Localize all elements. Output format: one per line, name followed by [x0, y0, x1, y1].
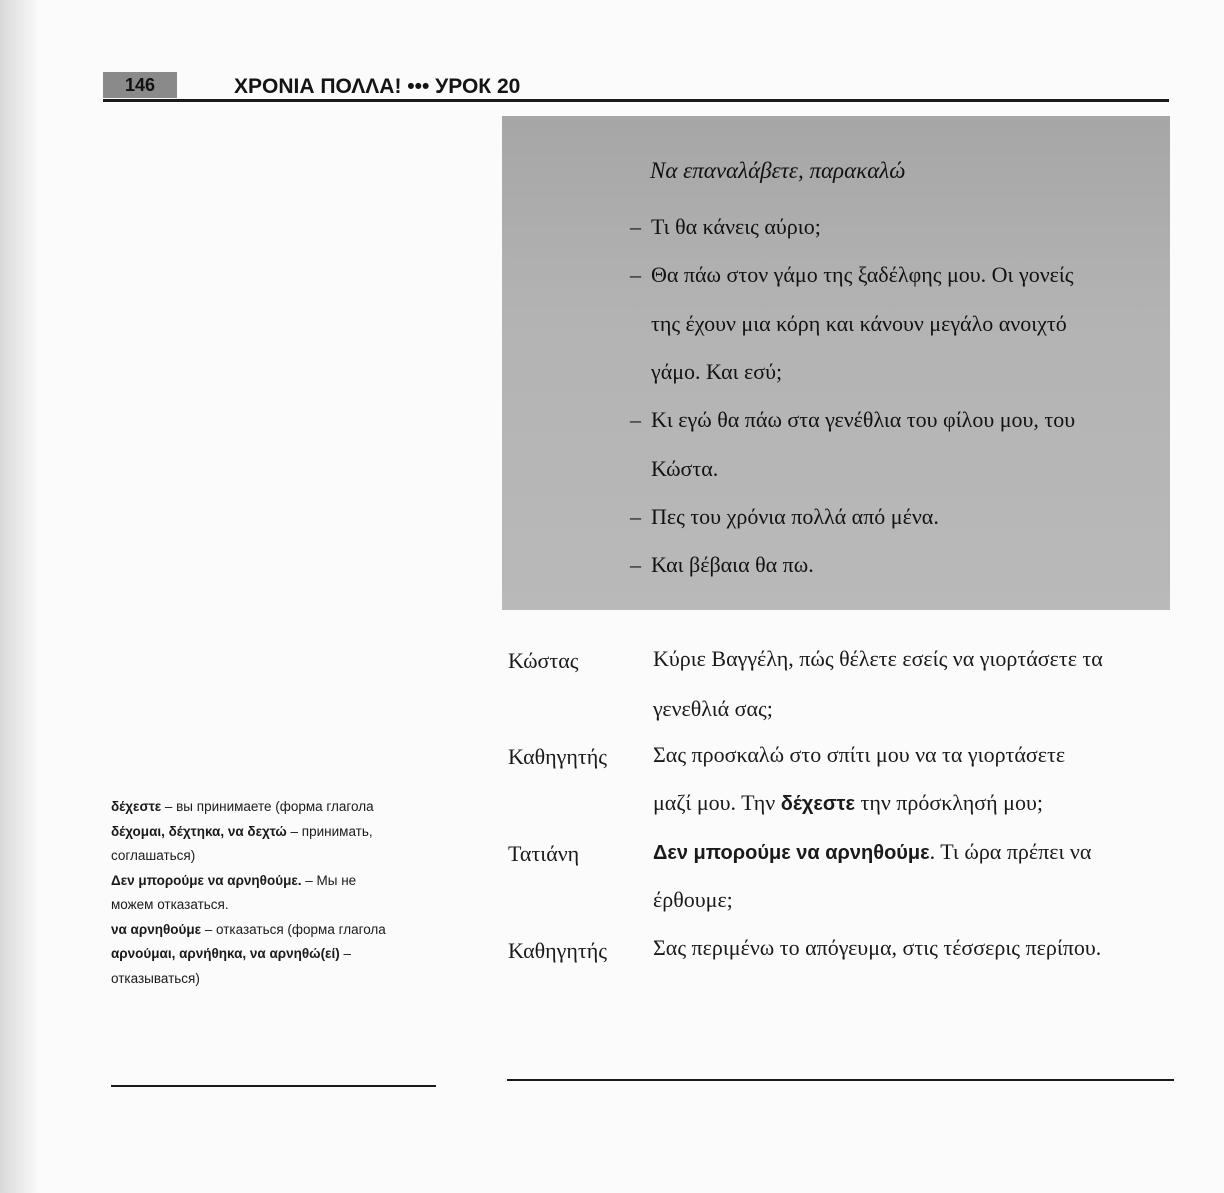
header-rule: [103, 99, 1169, 102]
speaker-name: Καθηγητής: [508, 938, 607, 963]
speaker-name: Κώστας: [508, 648, 579, 673]
dialogue-dash: –: [630, 262, 641, 287]
dialogue-dash: –: [630, 552, 641, 577]
dialogue-dash: –: [630, 214, 641, 239]
text-end-rule: [507, 1079, 1174, 1081]
dialogue-dash: –: [630, 504, 641, 529]
gloss-line: αρνούμαι, αρνήθηκα, να αρνηθώ(εί) –: [111, 946, 351, 961]
box-line: γάμο. Και εσύ;: [651, 359, 783, 384]
speech-line: μαζί μου. Την δέχεστε την πρόσκλησή μου;: [653, 790, 1043, 815]
speech-line: έρθουμε;: [653, 887, 733, 912]
gloss-line: отказываться): [111, 970, 200, 986]
gloss-line: Δεν μπορούμε να αρνηθούμε. – Мы не: [111, 872, 357, 888]
gloss-line: δέχομαι, δέχτηκα, να δεχτώ – принимать,: [111, 823, 373, 839]
box-line: Και βέβαια θα πω.: [651, 552, 814, 577]
gloss-line: можем отказаться.: [111, 897, 229, 912]
speech-line: Κύριε Βαγγέλη, πώς θέλετε εσείς να γιορτάσετε τα: [653, 646, 1103, 671]
vocabulary-gloss: [111, 795, 451, 991]
gloss-line: δέχεστε – вы принимаете (форма глагола: [111, 799, 374, 814]
speech-line: Σας περιμένω το απόγευμα, στις τέσσερις περίπου.: [653, 935, 1102, 960]
box-line: Τι θα κάνεις αύριο;: [651, 214, 821, 239]
box-line: Θα πάω στον γάμο της ξαδέλφης μου. Οι γονείς: [651, 262, 1074, 287]
repeat-box: [502, 116, 1170, 610]
page-number: 146: [103, 72, 177, 98]
speech-line: Σας προσκαλώ στο σπίτι μου να τα γιορτάσετε: [653, 742, 1066, 767]
page-edge-shadow: [0, 0, 40, 1193]
box-line: Πες του χρόνια πολλά από μένα.: [651, 504, 939, 529]
box-line: Κώστα.: [651, 456, 719, 481]
box-line: Κι εγώ θα πάω στα γενέθλια του φίλου μου, του: [651, 407, 1076, 432]
dialogue-dash: –: [630, 407, 641, 432]
gloss-line: να αρνηθούμε – отказаться (форма глагола: [111, 921, 386, 937]
gloss-line: соглашаться): [111, 848, 196, 863]
running-title: ΧΡΟΝΙΑ ΠΟΛΛΑ! ••• УРОК 20: [234, 75, 521, 98]
footnote-rule: [111, 1085, 436, 1087]
speech-line: Δεν μπορούμε να αρνηθούμε. Τι ώρα πρέπει να: [653, 839, 1092, 864]
speaker-name: Τατιάνη: [508, 841, 580, 866]
speech-line: γενεθλιά σας;: [653, 696, 773, 721]
speaker-name: Καθηγητής: [508, 744, 607, 769]
box-line: της έχουν μια κόρη και κάνουν μεγάλο ανοιχτό: [651, 311, 1067, 336]
box-title: Να επαναλάβετε, παρακαλώ: [650, 158, 906, 183]
